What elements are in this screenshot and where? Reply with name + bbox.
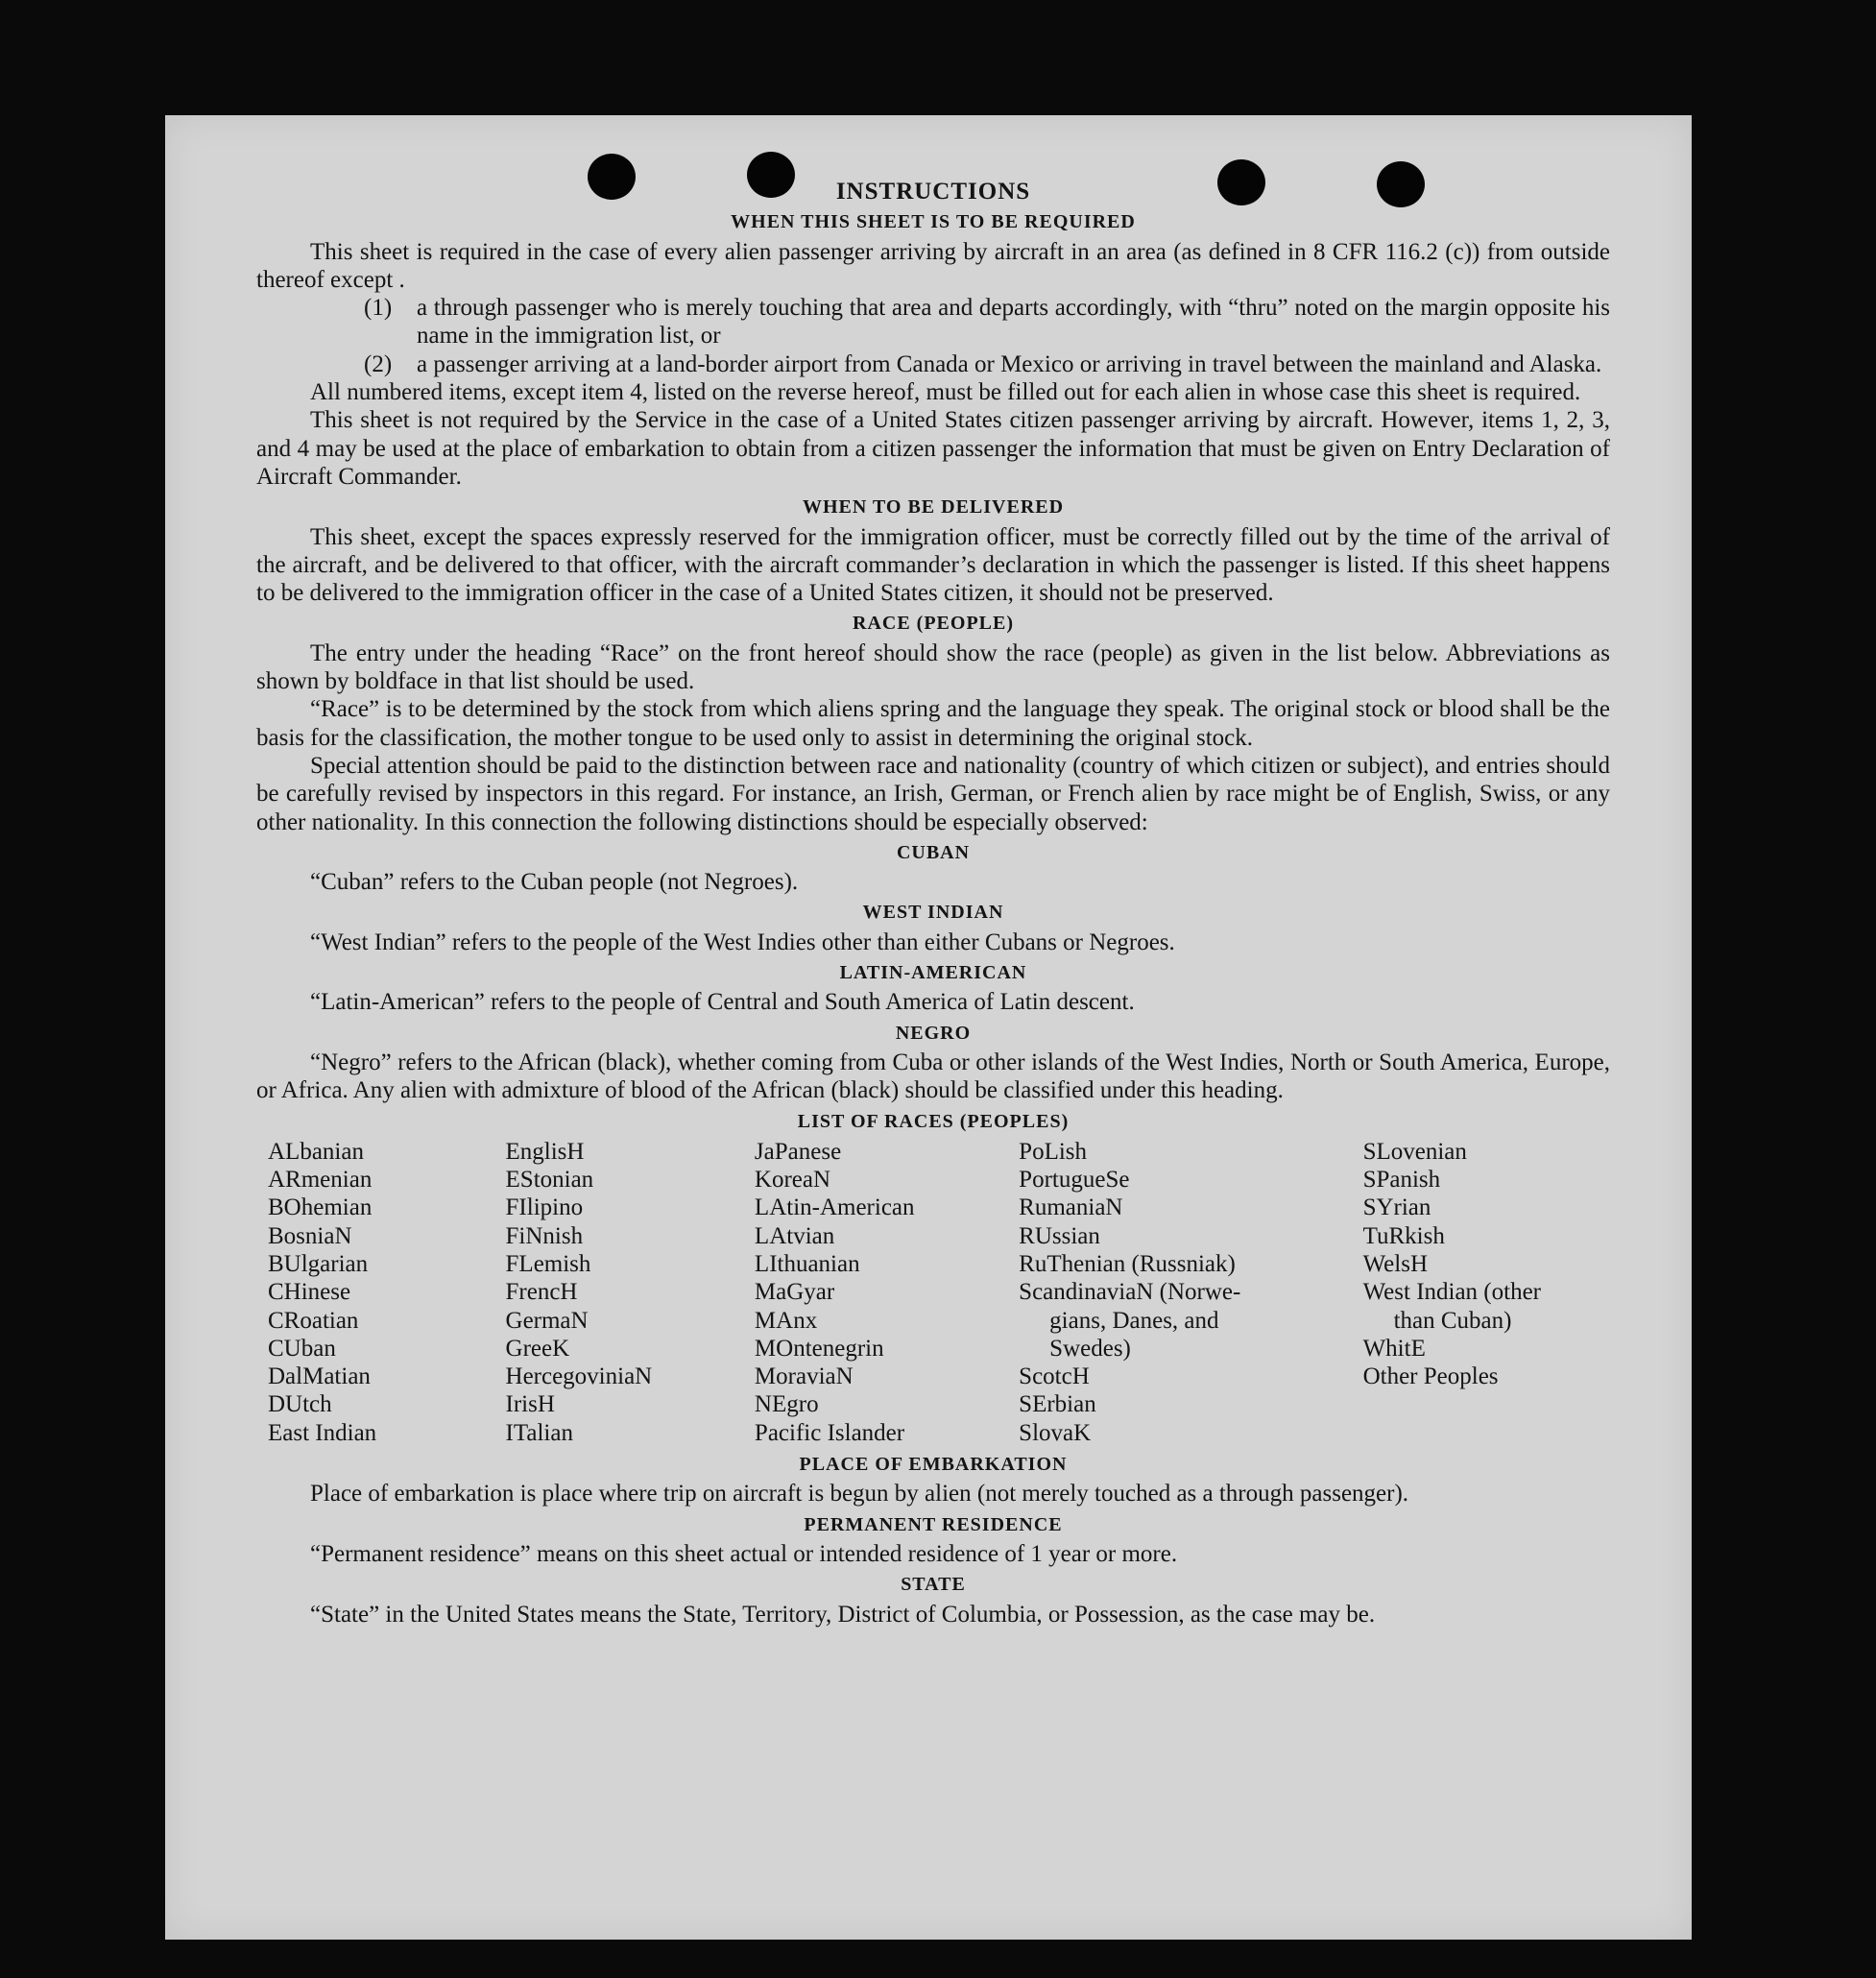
section-heading: NEGRO: [895, 1022, 972, 1044]
race-entry: JaPanese: [754, 1138, 842, 1165]
section-heading: CUBAN: [896, 841, 971, 863]
item-text: a passenger arriving at a land-border airport from Canada or Mexico or arriving in travel between the mainland and Alaska.: [417, 350, 1602, 377]
races-column: [1363, 1138, 1610, 1447]
race-entry: FLemish: [505, 1250, 591, 1277]
race-entry: CUban: [268, 1335, 336, 1362]
paragraph: All numbered items, except item 4, listed on the reverse hereof, must be filled out for each alien in whose case this sheet is required.: [310, 379, 1581, 406]
section-heading: WEST INDIAN: [862, 902, 1004, 924]
race-entry: than Cuban): [1393, 1307, 1512, 1334]
race-entry: MaGyar: [754, 1279, 835, 1306]
paragraph: Place of embarkation is place where trip on aircraft is begun by alien (not merely touched as a through passenger).: [310, 1481, 1409, 1508]
instructions-body: [256, 175, 1610, 1628]
race-entry: ALbanian: [268, 1138, 364, 1165]
paragraph: The entry under the heading “Race” on the front hereof should show the race (people) as given in the list below. Abbreviations as shown by boldface in that list should be used.: [256, 639, 1610, 695]
race-entry: PortugueSe: [1019, 1167, 1130, 1194]
race-entry: BOhemian: [268, 1194, 373, 1221]
race-entry: SLovenian: [1362, 1138, 1467, 1165]
race-entry: FrencH: [505, 1279, 578, 1306]
section-heading: LATIN-AMERICAN: [839, 962, 1027, 984]
race-entry: RumaniaN: [1019, 1194, 1123, 1221]
race-entry: RuThenian (Russniak): [1019, 1250, 1236, 1277]
section-heading: WHEN THIS SHEET IS TO BE REQUIRED: [731, 211, 1136, 233]
paragraph: This sheet, except the spaces expressly reserved for the immigration officer, must be correctly filled out by the time of the arrival of the aircraft, and be delivered to that officer, with the aircraft commander’s declaration in which the passenger is listed. If this sheet happens to be delivered to the immigration officer in the case of a United States citizen, it should not be preserved.: [256, 523, 1610, 607]
race-entry: West Indian (other: [1362, 1279, 1542, 1306]
race-entry: ITalian: [505, 1419, 573, 1446]
race-entry: MAnx: [754, 1307, 818, 1334]
race-entry: LAtin-American: [754, 1194, 915, 1221]
race-entry: SErbian: [1019, 1391, 1096, 1418]
paragraph: “Cuban” refers to the Cuban people (not Negroes).: [310, 869, 799, 896]
paragraph: This sheet is required in the case of every alien passenger arriving by aircraft in an area (as defined in 8 CFR 116.2 (c)) from outside thereof except .: [256, 238, 1610, 293]
item-text: a through passenger who is merely touching that area and departs accordingly, with “thru” noted on the margin opposite his name in the immigration list, or: [417, 295, 1610, 350]
race-entry: HercegoviniaN: [505, 1363, 653, 1390]
race-entry: gians, Danes, and: [1049, 1307, 1219, 1334]
section-heading: PERMANENT RESIDENCE: [804, 1513, 1063, 1535]
race-entry: FIlipino: [505, 1194, 584, 1221]
race-entry: ScotcH: [1019, 1363, 1090, 1390]
section-heading: RACE (PEOPLE): [853, 613, 1014, 635]
race-entry: EStonian: [505, 1167, 594, 1194]
paragraph: “Permanent residence” means on this sheet actual or intended residence of 1 year or more.: [310, 1540, 1178, 1567]
race-entry: PoLish: [1019, 1138, 1088, 1165]
section-heading: WHEN TO BE DELIVERED: [802, 496, 1065, 519]
race-entry: MOntenegrin: [754, 1335, 884, 1362]
race-entry: CRoatian: [268, 1307, 359, 1334]
races-column: [506, 1138, 755, 1447]
list-item: [256, 294, 1610, 350]
paragraph: “Latin-American” refers to the people of Central and South America of Latin descent.: [310, 989, 1135, 1016]
race-entry: TuRkish: [1362, 1222, 1445, 1249]
race-entry: CHinese: [268, 1279, 351, 1306]
race-entry: SlovaK: [1019, 1419, 1092, 1446]
race-entry: MoraviaN: [754, 1363, 854, 1390]
race-entry: WelsH: [1362, 1250, 1428, 1277]
race-entry: EnglisH: [505, 1138, 585, 1165]
race-entry: SYrian: [1362, 1194, 1431, 1221]
paragraph: “Race” is to be determined by the stock from which aliens spring and the language they speak. The original stock or blood shall be the basis for the classification, the mother tongue to be used only to assist in determining the original stock.: [256, 696, 1610, 751]
paragraph: This sheet is not required by the Service in the case of a United States citizen passenger arriving by aircraft. However, items 1, 2, 3, and 4 may be used at the place of embarkation to obtain from a citizen passenger the information that must be given on Entry Declaration of Aircraft Commander.: [256, 407, 1610, 490]
races-column: [755, 1138, 1019, 1447]
document-sheet: [165, 115, 1692, 1940]
page-title: INSTRUCTIONS: [835, 179, 1031, 205]
race-entry: BosniaN: [268, 1222, 352, 1249]
paragraph: “Negro” refers to the African (black), whether coming from Cuba or other islands of the West Indies, North or South America, Europe, or Africa. Any alien with admixture of blood of the African (black) should be classified under this heading.: [256, 1049, 1610, 1104]
item-number: (2): [364, 350, 393, 377]
race-entry: BUlgarian: [268, 1250, 369, 1277]
race-entry: GreeK: [505, 1335, 570, 1362]
race-entry: DUtch: [268, 1391, 332, 1418]
race-entry: WhitE: [1362, 1335, 1426, 1362]
section-heading: PLACE OF EMBARKATION: [799, 1454, 1068, 1476]
item-number: (1): [364, 295, 393, 322]
races-column: [1019, 1138, 1362, 1447]
list-item: [256, 350, 1610, 378]
race-entry: LIthuanian: [754, 1250, 860, 1277]
race-entry: Swedes): [1049, 1335, 1131, 1362]
race-entry: DalMatian: [268, 1363, 371, 1390]
races-column: [268, 1138, 506, 1447]
race-entry: GermaN: [505, 1307, 589, 1334]
paragraph: “West Indian” refers to the people of the West Indies other than either Cubans or Negroes.: [310, 929, 1175, 955]
race-entry: IrisH: [505, 1391, 555, 1418]
race-entry: ScandinaviaN (Norwe-: [1019, 1279, 1241, 1306]
race-entry: NEgro: [754, 1391, 819, 1418]
race-entry: LAtvian: [754, 1222, 835, 1249]
race-entry: Pacific Islander: [754, 1419, 905, 1446]
race-entry: KoreaN: [754, 1167, 831, 1194]
races-list: [268, 1138, 1610, 1447]
section-heading: LIST OF RACES (PEOPLES): [797, 1110, 1070, 1132]
race-entry: SPanish: [1362, 1167, 1441, 1194]
race-entry: Other Peoples: [1362, 1363, 1499, 1390]
race-entry: ARmenian: [268, 1167, 373, 1194]
paragraph: Special attention should be paid to the distinction between race and nationality (country of which citizen or subject), and entries should be carefully revised by inspectors in this regard. For instance, an Irish, German, or French alien by race might be of English, Swiss, or any other nationality. In this connection the following distinctions should be especially observed:: [256, 752, 1610, 835]
race-entry: RUssian: [1019, 1222, 1100, 1249]
section-heading: STATE: [901, 1574, 966, 1596]
race-entry: East Indian: [268, 1419, 377, 1446]
race-entry: FiNnish: [505, 1222, 584, 1249]
paragraph: “State” in the United States means the State, Territory, District of Columbia, or Possession, as the case may be.: [310, 1601, 1376, 1628]
